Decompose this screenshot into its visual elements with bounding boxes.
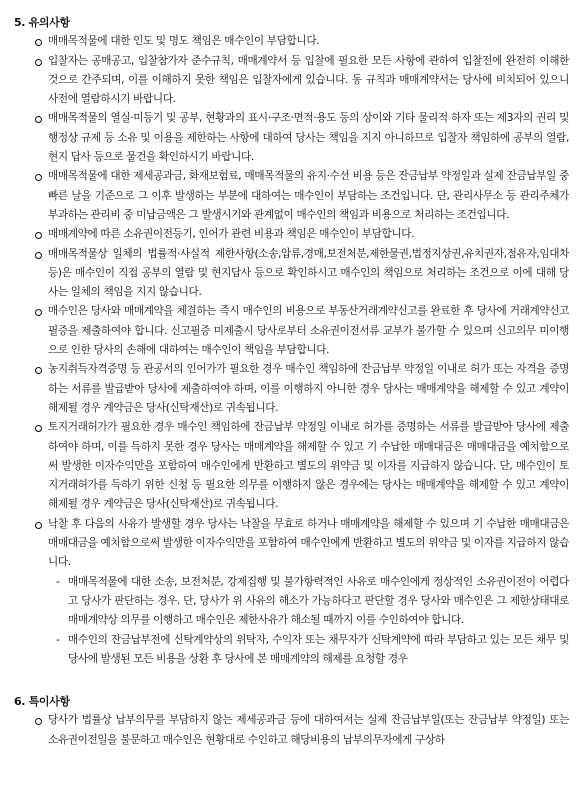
section-5-list — [14, 32, 569, 669]
list-item: 매수인은 당사와 매매계약을 체결하는 즉시 매수인의 비용으로 부동산거래계약신고를 완료한 후 당사에 거래계약신고필증을 제출하여야 합니다. 신고필증 미제출시 당사로부터 소유권이전서류 교부가 불가할 수 있으며 신고의무 미이행으로 인한 당사의 손해에 대하여는 매수인이 책임을 부담합니다. — [34, 302, 569, 360]
list-item-with-subitems — [34, 515, 569, 669]
list-item: 매매목적물의 열실·미등기 및 공부, 현황과의 표시·구조·면적·용도 등의 상이와 기타 물리적 하자 또는 제3자의 권리 및 행정상 규제 등 소유 및 이용을 제한하는 사항에 대하여 당사는 책임을 지지 아니하므로 입찰자 책임하에 공부의 열람, 현지 답사 등으로 물건을 확인하시기 바랍니다. — [34, 109, 569, 167]
list-item: 당사가 법률상 납부의무를 부담하지 않는 제세공과금 등에 대하여서는 실제 잔금납부일(또는 잔금납부 약정일) 또는 소유권이전일을 불문하고 매수인은 현황대로 수인하고 해당비용의 납부의무자에게 구상하 — [34, 711, 569, 750]
list-item: 토지거래허가가 필요한 경우 매수인 책임하에 잔금납부 약정일 이내로 허가를 증명하는 서류를 발급받아 당사에 제출하여야 하며, 이를 득하지 못한 경우 당사는 매매계약을 해제할 수 있고 기 수납한 매매대금은 매매대금을 예치함으로써 발생한 이자수익만을 포함하여 매수인에게 반환하고 별도의 위약금 및 이자를 지급하지 않습니다. 단, 매수인이 토지거래허가를 득하기 위한 신청 등 필요한 의무를 이행하지 않은 경우에는 당사는 매매계약을 해제할 수 있고 계약이 해제될 경우 계약금은 당사(신탁재산)로 귀속됩니다. — [34, 418, 569, 514]
section-6-list — [14, 711, 569, 750]
sub-list — [48, 573, 569, 669]
section-6-heading: 6. 특이사항 — [14, 695, 70, 709]
section-5-heading: 5. 유의사항 — [14, 16, 70, 29]
sub-list-item: - 매매목적물에 대한 소송, 보전처분, 강제집행 및 불가항력적인 사유로 매수인에게 정상적인 소유권이전이 어렵다고 당사가 판단하는 경우. 단, 당사가 위 사유의 해소가 가능하다고 판단할 경우 당사와 매수인은 그 제한상태대로 매매계약상 의무를 이행하고 매수인은 제한사유가 해소될 때까지 이를 수인하여야 합니다. — [56, 573, 569, 631]
list-item: 입찰자는 공매공고, 입찰참가자 준수규칙, 매매계약서 등 입찰에 필요한 모든 사항에 관하여 입찰전에 완전히 이해한 것으로 간주되며, 이를 이해하지 못한 책임은 입찰자에게 있습니다. 동 규칙과 매매계약서는 당사에 비치되어 있으니 사전에 열람하시기 바랍니다. — [34, 52, 569, 110]
list-item: 농지취득자격증명 등 관공서의 인어가가 필요한 경우 매수인 책임하에 잔금납부 약정일 이내로 허가 또는 자격을 증명하는 서류를 발급받아 당사에 제출하여야 하며, 이를 이행하지 아니한 경우 당사는 매매계약을 해제할 수 있고 계약이 해제될 경우 계약금은 당사(신탁재산)로 귀속됩니다. — [34, 360, 569, 418]
list-item-text: 낙찰 후 다음의 사유가 발생할 경우 당사는 낙찰을 무효로 하거나 매매계약을 해제할 수 있으며 기 수납한 매매대금은 매매대금을 예치함으로써 발생한 이자수익만을 포함하여 매수인에게 반환하고 별도의 위약금 및 이자를 지급하지 않습니다. — [48, 517, 569, 569]
sub-list-item: - 매수인의 잔금납부전에 신탁계약상의 위탁자, 수익자 또는 채무자가 신탁계약에 따라 부담하고 있는 모든 채무 및 당사에 발생된 모든 비용을 상환 후 당사에 본 매매계약의 해제를 요청할 경우 — [56, 631, 569, 670]
list-item: 매매목적물에 대한 인도 및 명도 책임은 매수인이 부담합니다. — [34, 32, 569, 51]
list-item: 매매목적물상 일체의 법률적·사실적 제한사항(소송,압류,경매,보전처분,제한물권,법정지상권,유치권자,점유자,임대차 등)은 매수인이 직접 공부의 열람 및 현지답사 등으로 확인하시고 매수인의 책임으로 처리하는 조건으로 이에 대해 당사는 일체의 책임을 지지 않습니다. — [34, 245, 569, 303]
list-item: 매매계약에 따른 소유권이전등기, 인어가 관련 비용과 책임은 매수인이 부담합니다. — [34, 225, 569, 244]
list-item: 매매목적물에 대한 제세공과금, 화재보험료, 매매목적물의 유지·수선 비용 등은 잔금납부 약정일과 실제 잔금납부일 중 빠른 날을 기준으로 그 이후 발생하는 부분에 대하여는 매수인이 부담하는 조건입니다. 단, 관리사무소 등 관리주체가 부과하는 관리비 중 미납금액은 그 발생시기와 관계없이 매수인의 책임과 비용으로 처리하는 조건입니다. — [34, 167, 569, 225]
